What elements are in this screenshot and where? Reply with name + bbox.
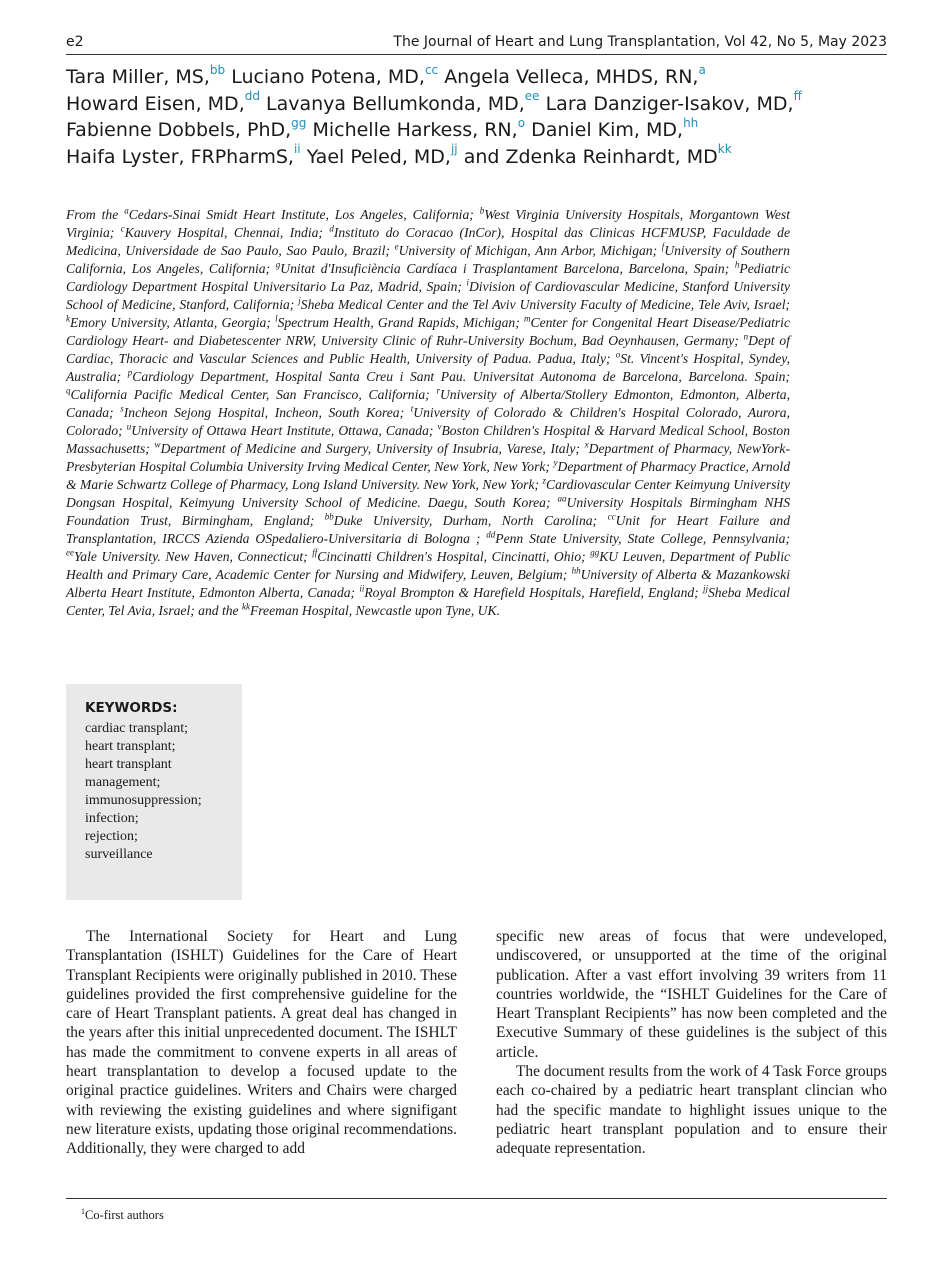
author-name: Haifa Lyster, FRPharmS, <box>66 145 294 168</box>
author-line <box>66 117 887 144</box>
affiliation-text: University of Ottawa Heart Institute, Ottawa, Canada; <box>131 423 438 438</box>
affiliation-marker: bb <box>324 511 334 522</box>
affiliation-text: Department of Pharmacy, NewYork-Presbyterian Hospital Columbia University Irving Medical Center, New York, New York; <box>66 441 790 474</box>
affiliation-text: Cincinatti Children's Hospital, Cincinatti, Ohio; <box>317 549 591 564</box>
affiliation-marker: dd <box>486 529 496 540</box>
keyword-item: immunosuppression; <box>85 793 202 808</box>
affiliation-text: Sheba Medical Center and the Tel Aviv University Faculty of Medicine, Tele Aviv, Israel; <box>300 297 790 312</box>
affiliation-marker: f <box>661 241 665 252</box>
affiliation-text: West Virginia University Hospitals, Morgantown West Virginia; <box>66 207 790 240</box>
affiliation-text: Dept of Cardiac, Thoracic and Vascular Sciences and Public Health, University of Padua. Padua, Italy; <box>66 333 790 366</box>
affiliation-marker: s <box>120 403 124 414</box>
affiliations-intro: From the <box>66 207 125 222</box>
author-affiliation-link[interactable]: cc <box>424 62 439 77</box>
keyword-item: management; <box>85 775 161 790</box>
footnote-text: Co-first authors <box>85 1208 164 1223</box>
affiliation-marker: m <box>524 313 531 324</box>
keywords-title: KEYWORDS: <box>85 700 178 716</box>
affiliation-marker: kk <box>241 601 250 612</box>
affiliation-marker: cc <box>607 511 616 522</box>
affiliation-marker: aa <box>557 493 567 504</box>
author-affiliation-link[interactable]: jj <box>450 142 458 157</box>
affiliation-text: Division of Cardiovascular Medicine, Stanford University School of Medicine, Stanford, California; <box>66 279 790 312</box>
affiliation-marker: l <box>275 313 278 324</box>
author-name: Fabienne Dobbels, PhD, <box>66 119 292 141</box>
body-paragraph-continued: specific new areas of focus that were undeveloped, undiscovered, or unsupported at the time of the original publication. After a vast effort involving 39 writers from 11 countries worldwide, the “ISHLT Guidelines for the Care of Heart Transplant Recipients” has now been completed and the Executive Summary of these guidelines is the subject of this article. <box>496 928 887 1061</box>
affiliation-text: KU Leuven, Department of Public Health and Primary Care, Academic Center for Nursing and Midwifery, Leuven, Belgium; <box>66 549 790 582</box>
affiliation-marker: hh <box>571 565 581 576</box>
affiliation-text: Penn State University, State College, Pennsylvania; <box>495 531 790 546</box>
affiliation-marker: w <box>154 439 161 450</box>
affiliation-text: California Pacific Medical Center, San Francisco, California; <box>70 387 437 402</box>
author-line <box>66 64 887 91</box>
affiliation-list <box>66 207 790 618</box>
affiliation-text: Unit for Heart Failure and Transplantation, IRCCS Azienda OSpedaliero-Universitaria di Bologna ; <box>66 513 791 546</box>
affiliation-text: Yale University. New Haven, Connecticut; <box>74 549 313 564</box>
author-name: Howard Eisen, MD, <box>66 92 245 115</box>
affiliation-text: St. Vincent's Hospital, Syndey, Australia; <box>66 351 790 384</box>
affiliation-text: Cedars-Sinai Smidt Heart Institute, Los Angeles, California; <box>128 207 480 222</box>
author-affiliation-link[interactable]: ff <box>793 89 802 104</box>
author-name: Luciano Potena, MD, <box>231 66 425 88</box>
affiliation-marker: gg <box>590 547 600 558</box>
affiliation-text: Unitat d'Insuficiència Cardíaca i Trasplantament Barcelona, Barcelona, Spain; <box>280 261 735 276</box>
affiliation-marker: u <box>126 421 132 432</box>
author-name: Angela Velleca, MHDS, RN, <box>444 66 699 88</box>
affiliation-marker: a <box>124 205 129 216</box>
affiliation-text: Cardiology Department, Hospital Santa Creu i Sant Pau. Universitat Autonoma de Barcelona, Barcelona. Spain; <box>132 369 790 384</box>
author-affiliation-link[interactable]: bb <box>209 62 226 77</box>
affiliation-marker: r <box>436 385 440 396</box>
affiliation-text: Center for Congenital Heart Disease/Pediatric Cardiology Heart- and Diabetescenter NRW, University Clinic of Ruhr-University Bochum, Bad Oeynhausen, Germany; <box>66 315 790 348</box>
body-column-left <box>66 927 457 1159</box>
affiliation-marker: t <box>410 403 414 414</box>
keyword-item: cardiac transplant; <box>85 721 189 736</box>
footnote-marker: 1 <box>81 1207 85 1216</box>
body-column-right <box>496 927 887 1159</box>
affiliation-text: Emory University, Atlanta, Georgia; <box>70 315 276 330</box>
author-name: Tara Miller, MS, <box>66 66 210 88</box>
author-affiliation-link[interactable]: kk <box>717 142 732 157</box>
author-affiliation-link[interactable]: a <box>698 62 706 77</box>
affiliation-marker: c <box>120 223 125 234</box>
affiliation-text: University of Michigan, Ann Arbor, Michigan; <box>398 243 662 258</box>
author-affiliation-link[interactable]: ee <box>524 89 540 104</box>
keywords-box <box>66 684 242 900</box>
affiliation-marker: e <box>394 241 399 252</box>
affiliation-marker: o <box>615 349 621 360</box>
keyword-item: infection; <box>85 811 139 826</box>
affiliation-text: Royal Brompton & Harefield Hospitals, Harefield, England; <box>364 585 703 600</box>
affiliation-text: University of Colorado & Children's Hospital Colorado, Aurora, Colorado; <box>66 405 790 438</box>
author-affiliation-link[interactable]: hh <box>683 115 699 130</box>
affiliation-text: Department of Pharmacy Practice, Arnold & Marie Schwartz College of Pharmacy, Long Island University. New York, New York; <box>66 459 790 492</box>
page-number: e2 <box>66 34 84 50</box>
author-affiliation-link[interactable]: gg <box>291 115 307 130</box>
affiliation-text: University of Alberta & Mazankowski Alberta Heart Institute, Edmonton Alberta, Canada; <box>66 567 790 600</box>
author-affiliation-link[interactable]: ii <box>293 142 301 157</box>
affiliation-text: University of Southern California, Los Angeles, California; <box>66 243 790 276</box>
affiliation-text: University of Alberta/Stollery Edmonton, Edmonton, Alberta, Canada; <box>66 387 790 420</box>
affiliation-text: Freeman Hospital, Newcastle upon Tyne, UK. <box>249 603 500 618</box>
affiliations-block <box>66 206 790 620</box>
keyword-item: heart transplant <box>85 757 172 772</box>
author-name: Lavanya Bellumkonda, MD, <box>266 92 525 115</box>
affiliation-marker: n <box>743 331 749 342</box>
affiliation-marker: z <box>542 475 546 486</box>
affiliation-marker: b <box>479 205 485 216</box>
affiliation-marker: j <box>298 295 301 306</box>
affiliation-marker: y <box>553 457 558 468</box>
affiliation-marker: x <box>584 439 589 450</box>
affiliation-text: Spectrum Health, Grand Rapids, Michigan; <box>277 315 525 330</box>
author-line <box>66 91 887 118</box>
body-paragraph: The International Society for Heart and Lung Transplantation (ISHLT) Guidelines for the Care of Heart Transplant Recipients were originally published in 2010. These guidelines provided the first comprehensive guideline for the care of Heart Transplant patients. A great deal has changed in the years after this initial unprecedented document. The ISHLT has made the commitment to convene experts in all areas of heart transplantation to develop a focused update to the original practice guidelines. Writers and Chairs were charged with reviewing the existing guidelines and where signifigant new literature exists, updating those original recommendations. Additionally, they were charged to add <box>66 928 457 1158</box>
affiliation-marker: jj <box>702 583 708 594</box>
affiliation-marker: q <box>66 385 71 396</box>
affiliation-marker: k <box>66 313 70 324</box>
affiliation-text: University Hospitals Birmingham NHS Foundation Trust, Birmingham, England; <box>66 495 790 528</box>
affiliation-marker: i <box>466 277 469 288</box>
affiliation-text: Instituto do Coracao (InCor), Hospital das Clinicas HCFMUSP, Faculdade de Medicina, Universidade de Sao Paulo, Sao Paulo, Brazil; <box>66 225 790 258</box>
affiliation-marker: ee <box>66 547 74 558</box>
affiliation-marker: ff <box>312 547 318 558</box>
footnote-divider <box>66 1198 887 1199</box>
keyword-item: heart transplant; <box>85 739 176 754</box>
body-paragraph: The document results from the work of 4 Task Force groups each co-chaired by a pediatric heart transplant clincian who had the specific mandate to highlight issues unique to the pediatric heart transplant population and to ensure their adequate representation. <box>496 1063 887 1158</box>
author-list <box>66 64 887 170</box>
affiliation-marker: ii <box>359 583 365 594</box>
keyword-item: surveillance <box>85 847 153 862</box>
keyword-item: rejection; <box>85 829 138 844</box>
affiliation-text: Sheba Medical Center, Tel Avia, Israel; and the <box>66 585 790 618</box>
footnote <box>81 1207 164 1223</box>
journal-citation: The Journal of Heart and Lung Transplantation, Vol 42, No 5, May 2023 <box>393 34 887 50</box>
affiliation-marker: d <box>329 223 334 234</box>
author-affiliation-link[interactable]: dd <box>244 89 260 104</box>
affiliation-text: Boston Children's Hospital & Harvard Medical School, Boston Massachusetts; <box>66 423 790 456</box>
author-name: and Zdenka Reinhardt, MD <box>463 145 718 168</box>
author-name: Michelle Harkess, RN, <box>312 119 518 141</box>
author-name: Daniel Kim, MD, <box>531 119 684 141</box>
author-name: Lara Danziger-Isakov, MD, <box>545 92 794 115</box>
affiliation-text: Pediatric Cardiology Department Hospital Universitario La Paz, Madrid, Spain; <box>66 261 791 294</box>
author-affiliation-link[interactable]: o <box>517 115 526 130</box>
affiliation-marker: h <box>734 259 740 270</box>
affiliation-marker: v <box>437 421 442 432</box>
affiliation-marker: p <box>127 367 133 378</box>
author-name: Yael Peled, MD, <box>306 145 451 168</box>
affiliation-text: Department of Medicine and Surgery, University of Insubria, Varese, Italy; <box>160 441 585 456</box>
affiliation-text: Incheon Sejong Hospital, Incheon, South Korea; <box>123 405 411 420</box>
affiliation-text: Duke University, Durham, North Carolina; <box>333 513 608 528</box>
affiliation-text: Cardiovascular Center Keimyung University Dongsan Hospital, Keimyung University School of Medicine. Daegu, South Korea; <box>66 477 790 510</box>
affiliation-text: Kauvery Hospital, Chennai, India; <box>124 225 330 240</box>
author-line <box>66 144 887 171</box>
running-header <box>66 34 887 55</box>
affiliation-marker: g <box>275 259 281 270</box>
